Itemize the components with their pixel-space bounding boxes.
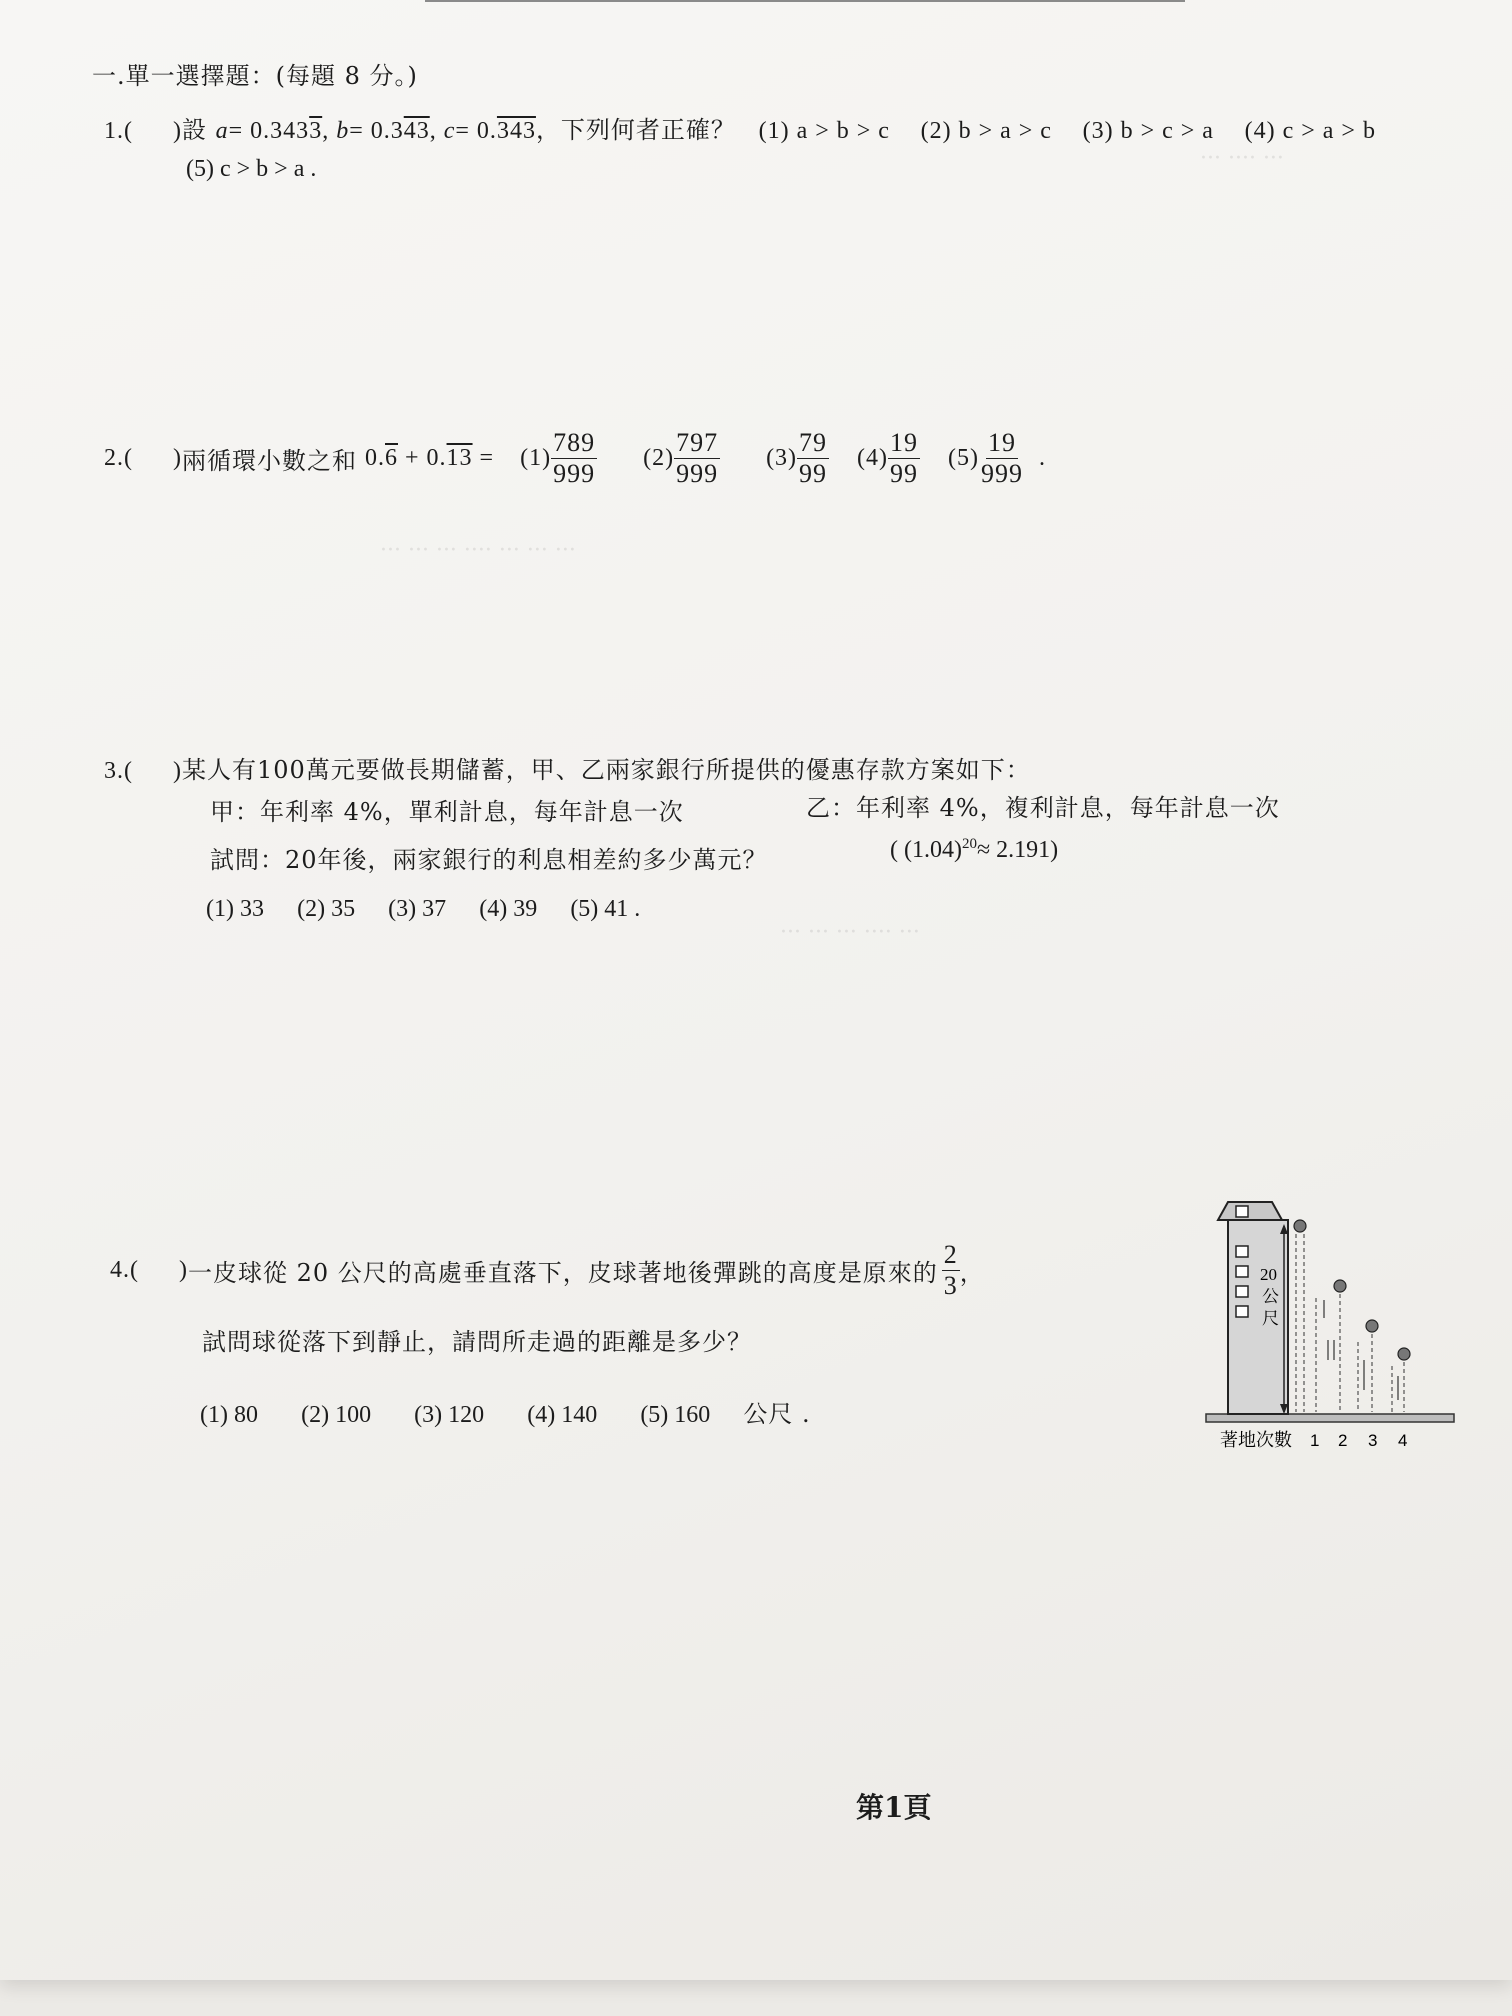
q4-fraction: $\frac{2}{3}$ — [943, 1240, 958, 1300]
question-2: 2.( ) 兩循環小數之和 0.6 + 0.13 = (1) $\frac{789}{999}$ (2) $\frac{797}{999}$ (3) $\frac{79}{99}$ (4) $\frac{19}{99}$ (5) $\frac{19}{999}$ . — [104, 428, 1047, 488]
q4-unit: 公尺 . — [743, 1400, 811, 1428]
q3-options — [206, 896, 668, 923]
q3-stem: 某人有100萬元要做長期儲蓄，甲、乙兩家銀行所提供的優惠存款方案如下： — [182, 756, 1031, 784]
q2-option-5: (5) $\frac{19}{999}$ — [948, 428, 1024, 488]
window — [1236, 1246, 1248, 1257]
q4-question: 試問球從落下到靜止，請問所走過的距離是多少？ — [202, 1328, 752, 1356]
q4-stem: 一皮球從 20 公尺的高處垂直落下，皮球著地後彈跳的高度是原來的 — [188, 1258, 938, 1287]
tick-label: 2 — [1338, 1431, 1348, 1450]
ball — [1334, 1280, 1346, 1292]
q1-number: 1.( — [104, 118, 133, 144]
height-unit-label: 尺 — [1262, 1309, 1279, 1329]
showthrough-text: ··· ··· ··· ···· ··· — [780, 920, 920, 945]
q1-option: (2) b > a > c — [920, 118, 1052, 144]
q1-option: (1) a > b > c — [758, 118, 890, 144]
q1-option: (5) c > b > a . — [186, 156, 317, 182]
showthrough-text: ··· ···· ··· — [1200, 146, 1284, 171]
q3-option: (2) 35 — [297, 896, 356, 922]
tick-label: 1 — [1310, 1431, 1320, 1450]
tick-label: 3 — [1368, 1431, 1378, 1450]
q4-option: (2) 100 — [301, 1402, 372, 1428]
q4-option: (5) 160 — [640, 1402, 711, 1428]
q4-option: (3) 120 — [414, 1402, 485, 1428]
window — [1236, 1266, 1248, 1277]
tick-label: 4 — [1398, 1431, 1408, 1450]
q2-option-3: (3) $\frac{79}{99}$ — [766, 428, 828, 488]
q1-option: (3) b > c > a — [1082, 118, 1214, 144]
height-label: 20 — [1260, 1265, 1277, 1284]
q4-option: (4) 140 — [527, 1402, 598, 1428]
building-roof — [1218, 1202, 1282, 1220]
page-number: 第1頁 — [856, 1791, 932, 1824]
window — [1236, 1286, 1248, 1297]
q4-number: 4.( — [110, 1256, 139, 1283]
q3-option: (5) 41 . — [570, 896, 641, 922]
q1-option: (4) c > a > b — [1244, 118, 1376, 144]
height-unit-label: 公 — [1262, 1287, 1279, 1307]
q3-option: (4) 39 — [479, 896, 538, 922]
ball — [1366, 1320, 1378, 1332]
q2-option-4: (4) $\frac{19}{99}$ — [857, 428, 919, 488]
question-4: 4.( ) 一皮球從 20 公尺的高處垂直落下，皮球著地後彈跳的高度是原來的 $\frac{2}{3}$ ， — [110, 1240, 985, 1300]
q3-question: 試問：20年後，兩家銀行的利息相差約多少萬元？ — [210, 846, 768, 874]
q3-option: (3) 37 — [388, 896, 447, 922]
ball — [1398, 1348, 1410, 1360]
question-3: 3.( )某人有100萬元要做長期儲蓄，甲、乙兩家銀行所提供的優惠存款方案如下： — [104, 756, 1031, 784]
question-1: 1.( )設 a= 0.3433, b= 0.343, c= 0.343，下列何者正確？ (1) a > b > c (2) b > a > c (3) b > c > a (4) c > a > b — [104, 116, 1376, 144]
q2-option-2: (2) $\frac{797}{999}$ — [643, 428, 719, 488]
window — [1236, 1306, 1248, 1317]
section-title: 一.單一選擇題：(每題 8 分。) — [92, 62, 418, 90]
bounce-figure — [1200, 1190, 1470, 1470]
ball — [1294, 1220, 1306, 1232]
q2-expression: 0.6 + 0.13 = — [365, 444, 495, 471]
q3-plan-a: 甲：年利率 4%，單利計息，每年計息一次 — [210, 798, 684, 826]
q3-option: (1) 33 — [206, 896, 264, 922]
ground — [1206, 1414, 1454, 1422]
showthrough-text: ··· ··· ··· ···· ··· ··· ··· — [380, 538, 576, 563]
axis-label: 著地次數 — [1220, 1430, 1292, 1451]
q3-plan-b: 乙：年利率 4%，複利計息，每年計息一次 — [806, 794, 1280, 822]
q3-number: 3.( — [104, 758, 133, 784]
q2-option-1: (1) $\frac{789}{999}$ — [520, 428, 596, 488]
q4-options — [200, 1394, 811, 1429]
window — [1236, 1206, 1248, 1217]
q1-expression: a= 0.3433, b= 0.343, c= 0.343 — [215, 118, 536, 144]
q4-option: (1) 80 — [200, 1402, 258, 1428]
q2-number: 2.( — [104, 444, 133, 471]
top-border-line — [425, 0, 1185, 2]
q3-hint: ( $(1.04)^{20}\approx 2.191$) — [890, 836, 1059, 863]
